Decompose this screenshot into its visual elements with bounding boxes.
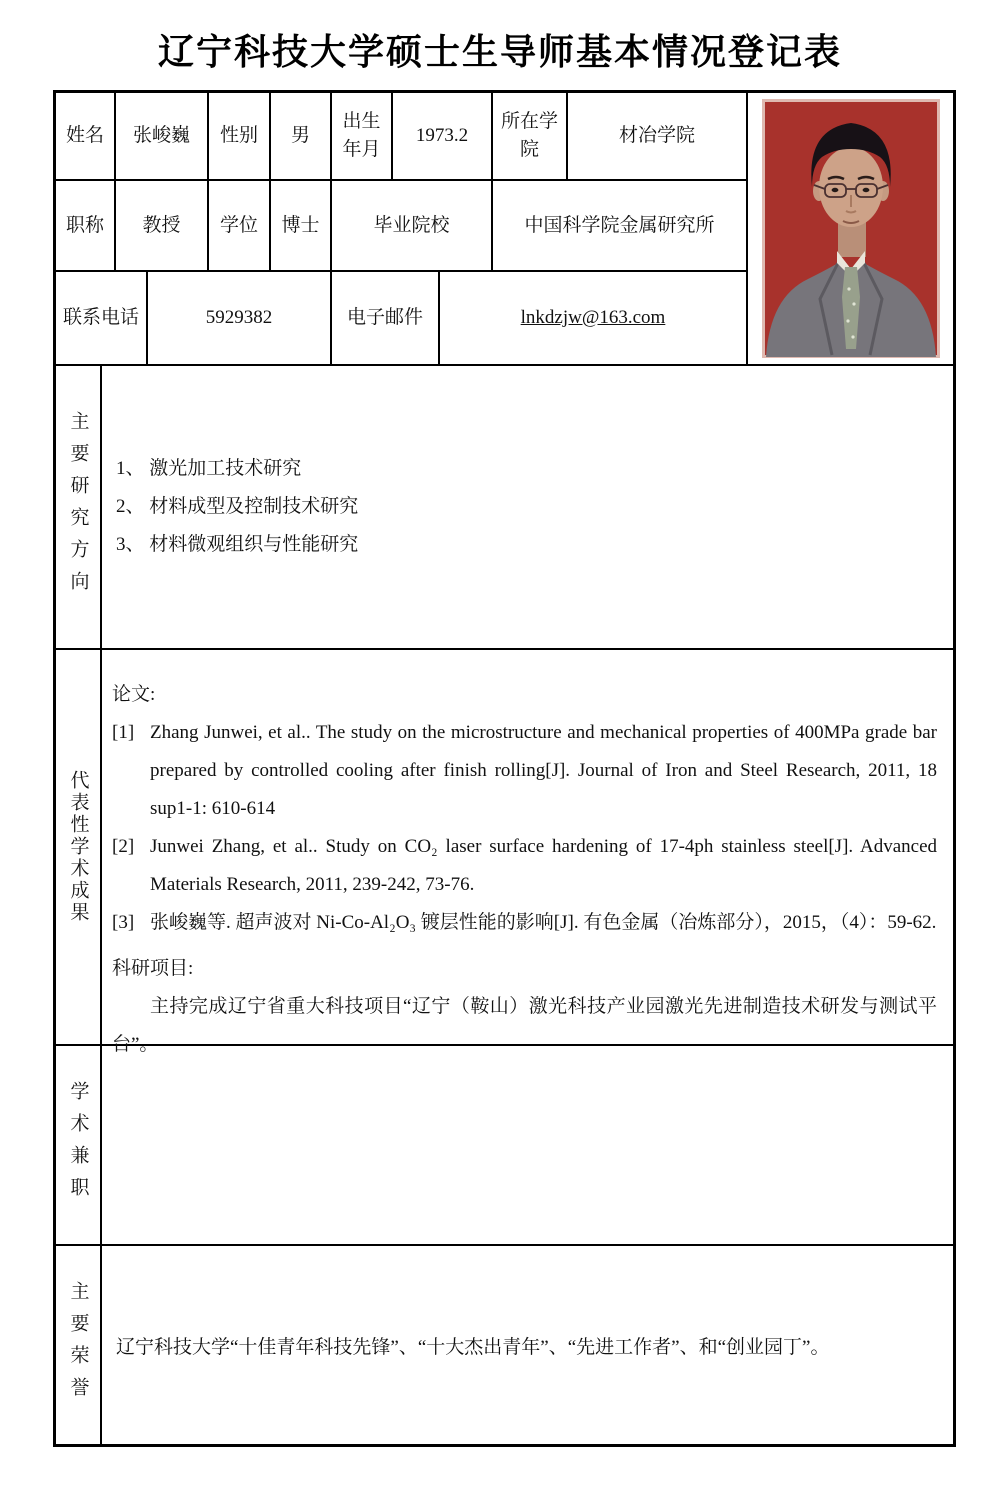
paper-reference [112, 714, 937, 828]
phone-value: 5929382 [148, 272, 332, 364]
section-positions [56, 1046, 953, 1246]
table-row [56, 93, 748, 181]
name-value: 张峻巍 [116, 93, 209, 179]
section-label-text: 主要荣誉 [67, 1281, 89, 1409]
section-honors-label [56, 1246, 102, 1444]
birth-value: 1973.2 [393, 93, 493, 179]
email-label: 电子邮件 [332, 272, 440, 364]
section-honors [56, 1246, 953, 1444]
school-label: 毕业院校 [332, 181, 493, 270]
reference-text: Junwei Zhang, et al.. Study on CO₂ laser surface hardening of 17-4ph stainless steel[J]. Advanced Materials Research, 2011, 239-242, 73-76. [150, 836, 937, 895]
prof-title-label: 职称 [56, 181, 116, 270]
prof-title-value: 教授 [116, 181, 209, 270]
section-research-label [56, 366, 102, 648]
reference-marker: [1] [112, 722, 135, 743]
projects-text: 主持完成辽宁省重大科技项目“辽宁（鞍山）激光科技产业园激光先进制造技术研发与测试平台”。 [112, 996, 937, 1055]
portrait-photo [762, 99, 940, 358]
school-value: 中国科学院金属研究所 [493, 181, 748, 270]
section-achievements [56, 650, 953, 1055]
table-row [56, 272, 748, 364]
degree-label: 学位 [209, 181, 271, 270]
section-research-content [102, 366, 953, 648]
section-achievements-content [102, 650, 953, 1055]
reference-marker: [3] [112, 912, 135, 933]
section-research [56, 366, 953, 650]
section-label-text: 主要研究方向 [67, 411, 89, 603]
email-link[interactable]: lnkdzjw@163.com [520, 307, 666, 329]
college-label: 所在学院 [493, 93, 568, 179]
degree-value: 博士 [271, 181, 332, 270]
research-item: 1、 激光加工技术研究 [116, 458, 302, 479]
registration-table [53, 90, 956, 1447]
photo-cell [748, 93, 953, 364]
email-cell [440, 272, 748, 364]
research-item: 3、 材料微观组织与性能研究 [116, 534, 359, 555]
projects-heading: 科研项目: [112, 958, 194, 979]
research-item: 2、 材料成型及控制技术研究 [116, 496, 359, 517]
birth-label: 出生年月 [332, 93, 393, 179]
basic-info-grid [56, 93, 748, 364]
reference-text: 张峻巍等. 超声波对 Ni-Co-Al₂O₃ 镀层性能的影响[J]. 有色金属（冶炼部分），2015，（4）：59-62. [150, 912, 937, 933]
section-positions-label [56, 1046, 102, 1244]
college-value: 材冶学院 [568, 93, 748, 179]
paper-reference [112, 828, 937, 904]
page-title: 辽宁科技大学硕士生导师基本情况登记表 [157, 32, 842, 72]
gender-label: 性别 [209, 93, 271, 179]
reference-text: Zhang Junwei, et al.. The study on the microstructure and mechanical properties of 400MPa grade bar prepared by controlled cooling after finish rolling[J]. Journal of Iron and Steel Research, 2011, 18 sup1-1: 610-614 [150, 722, 937, 819]
name-label: 姓名 [56, 93, 116, 179]
section-positions-content [102, 1046, 953, 1244]
honors-text: 辽宁科技大学“十佳青年科技先锋”、“十大杰出青年”、“先进工作者”、和“创业园丁”。 [116, 1336, 830, 1358]
section-label-text: 代表性学术成果 [67, 770, 89, 924]
reference-marker: [2] [112, 836, 135, 857]
phone-label: 联系电话 [56, 272, 148, 364]
basic-info-block [56, 93, 953, 366]
papers-heading: 论文: [112, 684, 156, 705]
section-label-text: 学术兼职 [67, 1081, 89, 1209]
gender-value: 男 [271, 93, 332, 179]
section-honors-content [102, 1246, 953, 1444]
table-row [56, 181, 748, 272]
paper-reference [112, 904, 937, 942]
section-achievements-label [56, 650, 102, 1044]
